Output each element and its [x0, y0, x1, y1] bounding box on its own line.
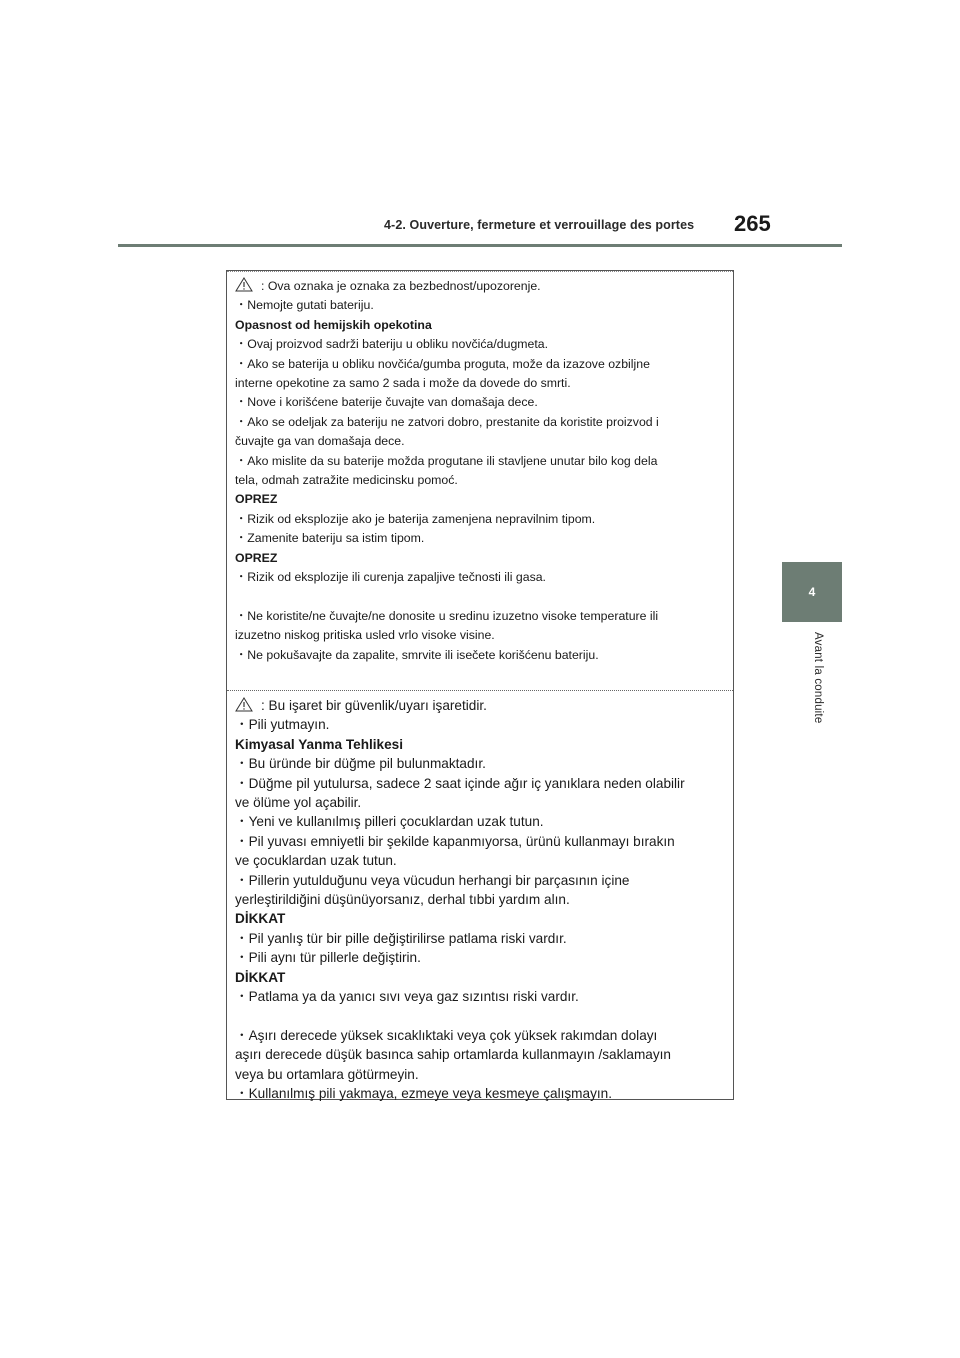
warning-line: ・Pil yanlış tür bir pille değiştirilirse patlama riski vardır.	[235, 930, 567, 946]
warning-line: ・Pil yuvası emniyetli bir şekilde kapanmıyorsa, ürünü kullanmayı bırakın	[235, 833, 675, 849]
warning-line: yerleştirildiğini düşünüyorsanız, derhal tıbbi yardım alın.	[235, 892, 570, 908]
warning-line: ・Rizik od eksplozije ako je baterija zamenjena nepravilnim tipom.	[235, 511, 596, 526]
caution-heading: OPREZ	[235, 550, 278, 565]
chapter-tab	[782, 562, 842, 622]
warning-heading: Kimyasal Yanma Tehlikesi	[235, 736, 404, 752]
page-number: 265	[734, 211, 771, 236]
warning-line: ・Ako se baterija u obliku novčića/gumba proguta, može da izazove ozbiljne	[235, 356, 650, 371]
warning-line: izuzetno niskog pritiska usled vrlo visoke visine.	[235, 628, 495, 643]
caution-heading: DİKKAT	[235, 969, 286, 985]
warning-line: aşırı derecede düşük basınca sahip ortamlarda kullanmayın /saklamayın	[235, 1047, 671, 1063]
warning-line: ・Ne pokušavajte da zapalite, smrvite ili isečete korišćenu bateriju.	[235, 647, 599, 662]
turkish-warning-section	[235, 696, 723, 1104]
warning-line: ・Rizik od eksplozije ili curenja zapaljive tečnosti ili gasa.	[235, 570, 546, 585]
warning-line: ・Pili aynı tür pillerle değiştirin.	[235, 950, 421, 966]
warning-line: ・Ne koristite/ne čuvajte/ne donosite u sredinu izuzetno visoke temperature ili	[235, 608, 659, 623]
symbol-explanation: : Bu işaret bir güvenlik/uyarı işaretidir.	[235, 696, 723, 715]
caution-heading: DİKKAT	[235, 911, 286, 927]
warning-line: ・Ako mislite da su baterije možda progutane ili stavljene unutar bilo kog dela	[235, 453, 658, 468]
warning-line: ・Pili yutmayın.	[235, 717, 330, 733]
warning-line: ・Pillerin yutulduğunu veya vücudun herhangi bir parçasının içine	[235, 872, 630, 888]
warning-line: ・Ako se odeljak za bateriju ne zatvori dobro, prestanite da koristite proizvod i	[235, 414, 659, 429]
warning-line: interne opekotine za samo 2 sada i može da dovede do smrti.	[235, 376, 571, 391]
warning-line: ve ölüme yol açabilir.	[235, 795, 362, 811]
warning-line: ve çocuklardan uzak tutun.	[235, 853, 397, 869]
header-rule	[118, 244, 842, 247]
warning-line: ・Yeni ve kullanılmış pilleri çocuklardan uzak tutun.	[235, 814, 544, 830]
warning-triangle-icon	[235, 277, 253, 292]
warning-line: ・Zamenite bateriju sa istim tipom.	[235, 531, 425, 546]
symbol-explanation: : Ova oznaka je oznaka za bezbednost/upozorenje.	[235, 277, 723, 296]
warning-line: ・Ovaj proizvod sadrži bateriju u obliku novčića/dugmeta.	[235, 337, 549, 352]
chapter-title: Avant la conduite	[812, 632, 824, 724]
chapter-number: 4	[808, 585, 816, 599]
spacer	[235, 588, 723, 607]
serbian-warning-section	[235, 277, 723, 665]
warning-triangle-icon	[235, 697, 253, 712]
warning-line: ・Aşırı derecede yüksek sıcaklıktaki veya çok yüksek rakımdan dolayı	[235, 1027, 658, 1043]
warning-line: ・Düğme pil yutulursa, sadece 2 saat içinde ağır iç yanıklara neden olabilir	[235, 775, 685, 791]
warning-box	[226, 270, 734, 1100]
spacer	[235, 1007, 723, 1026]
warning-line: ・Kullanılmış pili yakmaya, ezmeye veya kesmeye çalışmayın.	[235, 1086, 612, 1102]
warning-heading: Opasnost od hemijskih opekotina	[235, 317, 432, 332]
section-title: 4-2. Ouverture, fermeture et verrouillage des portes	[384, 218, 695, 232]
box-top-rule	[227, 271, 733, 272]
warning-line: ・Nemojte gutati bateriju.	[235, 298, 374, 313]
section-divider	[227, 690, 733, 691]
warning-line: veya bu ortamlara götürmeyin.	[235, 1066, 419, 1082]
warning-line: ・Bu üründe bir düğme pil bulunmaktadır.	[235, 756, 486, 772]
warning-line: čuvajte ga van domašaja dece.	[235, 434, 405, 449]
warning-line: ・Patlama ya da yanıcı sıvı veya gaz sızıntısı riski vardır.	[235, 989, 579, 1005]
caution-heading: OPREZ	[235, 492, 278, 507]
warning-line: ・Nove i korišćene baterije čuvajte van domašaja dece.	[235, 395, 538, 410]
warning-line: tela, odmah zatražite medicinsku pomoć.	[235, 473, 458, 488]
